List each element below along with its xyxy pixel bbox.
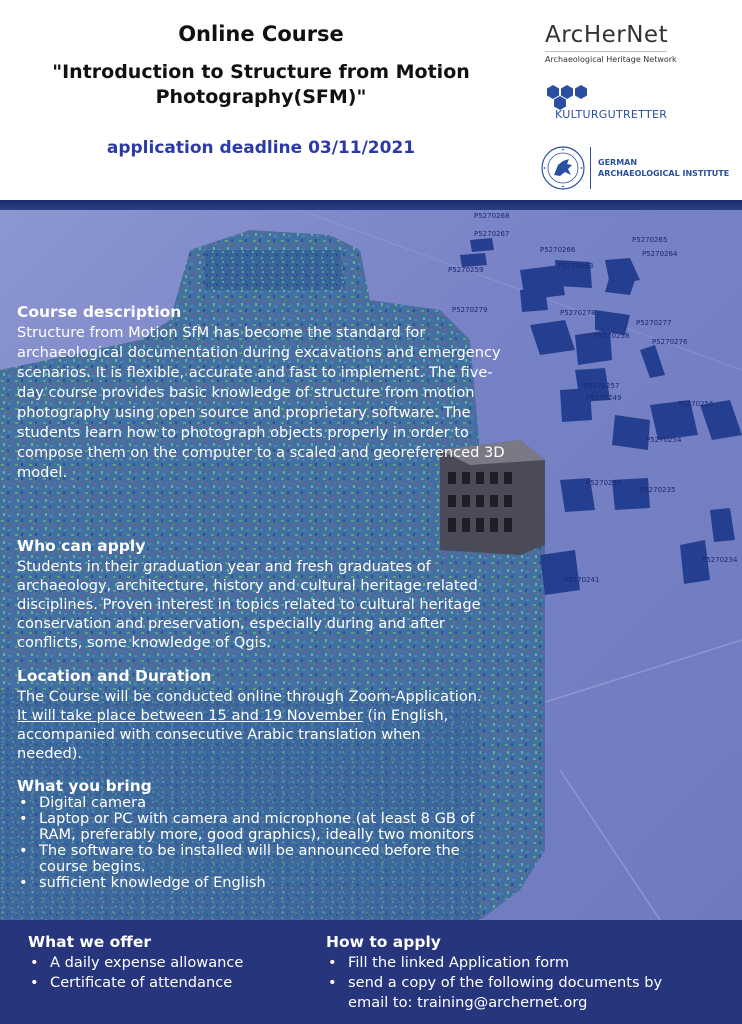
dai-logo-divider (590, 147, 591, 189)
how-to-apply-list (326, 953, 696, 1013)
course-type-heading: Online Course (178, 22, 344, 46)
kulturgutretter-logo-name: KULTURGUTRETTER (555, 108, 668, 121)
hexagon-cluster-icon (545, 84, 595, 110)
location-text-part1: The Course will be conducted online through Zoom-Application. (17, 688, 482, 705)
course-dates-text: It will take place between 15 and 19 November (17, 707, 363, 724)
list-item: • Certificate of attendance (28, 973, 298, 993)
camera-label: P5270263 (558, 262, 594, 270)
location-text-part2: (in English, accompanied with consecutive Arabic translation when needed). (17, 707, 449, 762)
who-can-apply-heading: Who can apply (17, 537, 146, 555)
dai-logo (540, 145, 730, 193)
camera-label: P5270256 (678, 400, 714, 408)
location-duration-text (17, 687, 487, 763)
how-to-apply-heading: How to apply (326, 933, 441, 951)
application-deadline: application deadline 03/11/2021 (106, 138, 416, 158)
course-title (0, 60, 522, 110)
list-item: • The software to be installed will be announced before the course begins. (17, 843, 487, 875)
camera-label: P5270268 (474, 212, 510, 220)
kulturgutretter-logo (545, 84, 705, 124)
griffin-seal-icon (540, 145, 586, 191)
camera-label: P5270254 (646, 436, 682, 444)
archernet-logo-subtitle: Archaeological Heritage Network (545, 55, 677, 64)
list-item: • sufficient knowledge of English (17, 875, 487, 891)
header-divider-band (0, 200, 742, 210)
list-item: • Fill the linked Application form (326, 953, 696, 973)
footer (0, 920, 742, 1024)
camera-label: P5270277 (636, 319, 672, 327)
list-item: • Digital camera (17, 795, 487, 811)
dai-logo-line1: GERMAN (598, 158, 638, 167)
camera-label: P5270267 (474, 230, 510, 238)
archernet-logo-divider (545, 51, 667, 52)
list-item: • send a copy of the following documents by email to: training@archernet.org (326, 973, 696, 1013)
camera-label: P5270234 (702, 556, 738, 564)
what-you-bring-list (17, 795, 487, 891)
what-we-offer-heading: What we offer (28, 933, 151, 951)
camera-label: P5270264 (642, 250, 678, 258)
course-title-line2: Photography(SFM)" (155, 86, 367, 108)
location-duration-heading: Location and Duration (17, 667, 212, 685)
what-you-bring-heading: What you bring (17, 777, 152, 795)
camera-label: P5270235 (640, 486, 676, 494)
dai-logo-text (598, 157, 729, 179)
camera-label: P5270249 (586, 394, 622, 402)
course-title-line1: "Introduction to Structure from Motion (52, 61, 470, 83)
course-description-text: Structure from Motion SfM has become the standard for archaeological documentation during excavations and emergency scenarios. It is flexible, accurate and fast to implement. The five-day course provides basic knowledge of structure from motion photography using open source and proprietary software. The students learn how to photograph objects properly in order to compose them on the computer to a scaled and georeferenced 3D model. (17, 324, 505, 481)
camera-label: P5270257 (584, 382, 620, 390)
archernet-logo-name: ArcHerNet (545, 22, 669, 48)
camera-label: P5270238 (586, 479, 622, 487)
camera-label: P5270258 (594, 332, 630, 340)
archernet-logo (545, 22, 715, 64)
camera-label: P5270241 (564, 576, 600, 584)
header (0, 0, 742, 200)
camera-label: P5270279 (452, 306, 488, 314)
camera-label: P5270266 (540, 246, 576, 254)
course-description-heading: Course description (17, 303, 182, 321)
dai-logo-line2: ARCHAEOLOGICAL INSTITUTE (598, 169, 730, 178)
camera-label: P5270259 (448, 266, 484, 274)
list-item: • A daily expense allowance (28, 953, 298, 973)
camera-label: P5270278 (560, 309, 596, 317)
camera-label: P5270276 (652, 338, 688, 346)
what-we-offer-list (28, 953, 298, 993)
list-item: • Laptop or PC with camera and microphone (at least 8 GB of RAM, preferably more, good graphics), ideally two monitors (17, 811, 487, 843)
who-can-apply-text: Students in their graduation year and fresh graduates of archaeology, architecture, history and cultural heritage related disciplines. Proven interest in topics related to cultural heritage conservation and preservation, especially during and after conflicts, some knowledge of Qgis. (17, 558, 481, 651)
camera-label: P5270265 (632, 236, 668, 244)
point-cloud-background (0, 210, 742, 920)
